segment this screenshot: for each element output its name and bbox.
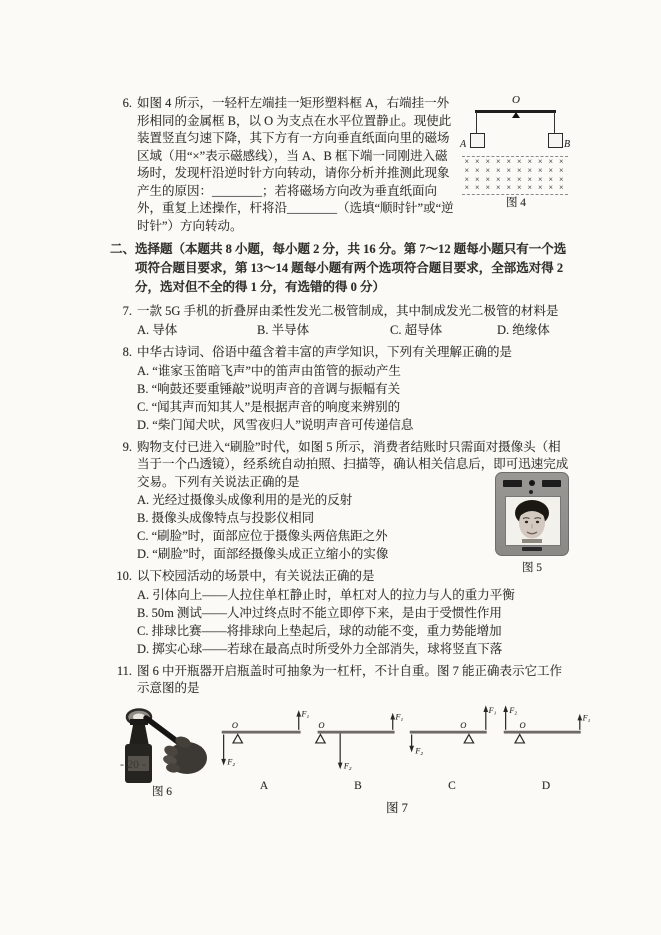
option-d: D. “柴门闻犬吠，风雪夜归人”说明声音可传递信息 [137,417,414,432]
question-7-number: 7. [122,304,132,318]
section-2-title: 二、选择题 [110,242,173,256]
force-f2-label: F₂ [227,757,236,767]
fulcrum-o-label: O [460,719,467,730]
option-a: A. 光经过摄像头成像利用的是光的反射 [137,493,353,507]
question-11-text: 图 6 中开瓶器开启瓶盖时可抽象为一杠杆，不计自重。图 7 能正确表示它工作示意图的是 [137,663,563,695]
force-f1-label: F₁ [488,705,497,715]
force-f1-label: F₁ [582,712,591,722]
pivot-icon [512,112,520,118]
question-11 [110,663,572,698]
figure-7-caption: 图 7 [386,801,408,815]
diagram-d-letter: D [541,779,551,792]
figure-4-diagram [460,95,572,211]
lever-diagram-c [406,704,498,796]
option-d: D. “刷脸”时，面部经摄像头成正立缩小的实像 [137,547,389,561]
face-scanner-device [495,472,569,556]
camera-lens-icon [529,490,533,494]
option-a: A. “谁家玉笛暗飞声”中的笛声由笛管的振动产生 [137,363,401,378]
frame-a-label: A [460,139,467,150]
fulcrum-o-label: O [519,719,526,730]
speaker-bar-icon [522,547,542,551]
option-c: C. “刷脸”时，面部应位于摄像头两倍焦距之外 [137,529,388,543]
question-8 [110,344,572,434]
page-content [110,94,591,818]
fulcrum-o-label: O [231,719,238,730]
question-10-number: 10. [116,569,132,583]
question-6-number: 6. [122,96,132,110]
lever-b-image [312,704,404,780]
option-b: B. 半导体 [257,322,310,337]
option-a: A. 导体 [137,322,178,337]
figure-6-photo [110,704,214,802]
lever-diagram-d [500,704,592,796]
figure-5-caption: 图 5 [521,561,543,574]
lever-a-image [218,704,310,780]
question-9-options [137,491,482,563]
field-row: × × × × × × × × × × [464,157,566,166]
question-7 [110,303,572,339]
face-image [506,497,558,543]
field-row: × × × × × × × × × × [464,165,566,175]
option-d: D. 掷实心球——若球在最高点时所受外力全部消失，球将竖直下落 [137,641,503,656]
frame-a [470,133,485,148]
option-c: C. 超导体 [390,322,443,337]
option-c: C. “闻其声而知其人”是根据声音的响度来辨别的 [137,399,401,414]
question-11-number: 11. [116,663,132,678]
force-f1-label: F₁ [301,709,310,719]
option-c: C. 排球比赛——将排球向上垫起后，球的动能不变，重力势能增加 [137,623,502,638]
figure-4-caption: 图 4 [505,197,527,209]
option-b: B. 摄像头成像特点与投影仪相同 [137,511,315,525]
diagram-b-letter: B [354,779,362,792]
magnetic-field-region [462,156,568,195]
question-9 [110,439,572,574]
figure-7-diagrams [218,704,592,796]
page-number: - 20 - [120,757,146,771]
question-10-text: 以下校园活动的场景中，有关说法正确的是 [137,569,375,583]
lever-diagram-a [218,704,310,796]
question-7-options [137,322,572,340]
field-row: × × × × × × × × × × [464,174,566,184]
section-2-instructions: （本题共 8 小题，每小题 2 分，共 16 分。第 7～12 题每小题只有一个选项符合题目要求，第 13～14 题每小题有两个选项符合题目要求，全部选对得 2 分，选对但不全的得 1 分，有选错的得 0 分） [135,242,567,294]
lever-c-image [406,704,498,780]
force-f2-label: F₂ [509,705,518,715]
scanner-screen [505,496,561,546]
question-9-number: 9. [122,439,132,454]
lever-d-image [500,704,592,780]
question-7-text: 一款 5G 手机的折叠屏由柔性发光二极管制成，其中制成发光二极管的材料是 [137,304,559,318]
option-b: B. “响鼓还要重锤敲”说明声音的音调与振幅有关 [137,381,401,396]
left-wire [476,112,477,134]
force-f2-label: F₂ [415,745,424,755]
diagram-a-letter: A [259,779,269,792]
question-9-text: 购物支付已进入“刷脸”时代，如图 5 所示，消费者结账时只需面对摄像头（相当于一个凸透镜），经系统自动拍照、扫描等，确认相关信息后，即可迅速完成交易。下列有关说法正确的是 [137,439,569,489]
question-6-text: 如图 4 所示，一轻杆左端挂一矩形塑料框 A，右端挂一外形相同的金属框 B，以 O 为支点在水平位置静止。现使此装置竖直匀速下降，其下方有一方向垂直纸面向里的磁场区域（用“×”表示磁感线），当 A、B 框下端一同刚进入磁场时，发现杆沿逆时针方向转动，请你分析并推测此现象产生的原因：________；若将磁场方向改为垂直纸面向外，重复上述操作，杆将沿________（选填“顺时针”或“逆时针”）方向转动。 [137,96,454,233]
option-a: A. 引体向上——人拉住单杠静止时，单杠对人的拉力与人的重力平衡 [137,587,515,602]
option-d: D. 绝缘体 [497,322,550,337]
frame-b-label: B [564,139,571,150]
frame-b [548,133,563,148]
question-6 [110,95,572,235]
figure-5-photo [494,472,570,578]
question-8-options [137,362,572,434]
figure-6-caption: 图 6 [151,785,173,798]
right-wire [554,112,555,134]
camera-bar-icon [503,479,561,488]
diagram-c-letter: C [448,779,456,792]
section-2-header [110,240,572,297]
force-f1-label: F₁ [395,711,404,721]
lever-diagram-b [312,704,404,796]
question-8-text: 中华古诗词、俗语中蕴含着丰富的声学知识，下列有关理解正确的是 [137,345,513,359]
question-10-options [137,586,572,658]
question-8-number: 8. [122,345,132,359]
force-f2-label: F₂ [343,760,352,770]
question-10 [110,568,572,658]
fulcrum-o-label: O [318,719,325,730]
fulcrum-label: O [512,94,520,106]
field-row: × × × × × × × × × × [464,183,566,193]
option-b: B. 50m 测试——人冲过终点时不能立即停下来，是由于受惯性作用 [137,605,502,620]
figures-row [110,704,591,802]
